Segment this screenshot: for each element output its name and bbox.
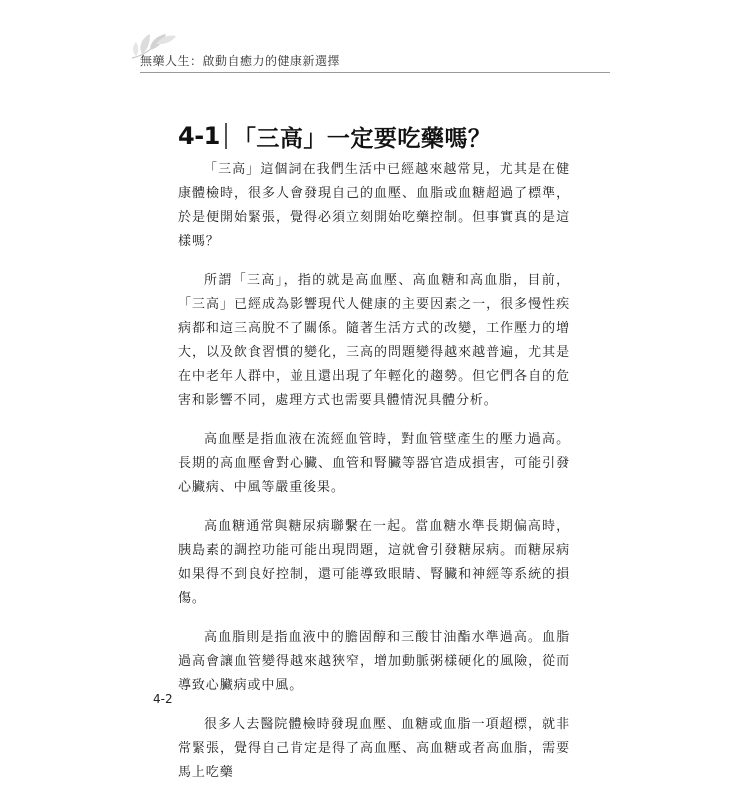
chapter-number: 4-1 <box>178 122 220 150</box>
page-number: 4-2 <box>153 692 173 706</box>
paragraph: 高血壓是指血液在流經血管時，對血管壁產生的壓力過高。長期的高血壓會對心臟、血管和腎臟等器官造成損害，可能引發心臟病、中風等嚴重後果。 <box>178 432 570 495</box>
running-header: 無藥人生：啟動自癒力的健康新選擇 <box>140 54 341 68</box>
body-text <box>178 158 570 800</box>
paragraph: 高血脂則是指血液中的膽固醇和三酸甘油酯水準過高。血脂過高會讓血管變得越來越狹窄，增加動脈粥樣硬化的風險，從而導致心臟病或中風。 <box>178 630 570 693</box>
header-divider <box>140 72 610 73</box>
paragraph: 很多人去醫院體檢時發現血壓、血糖或血脂一項超標，就非常緊張，覺得自己肯定是得了高血壓、高血糖或者高血脂，需要馬上吃藥 <box>178 717 570 780</box>
paragraph: 「三高」這個詞在我們生活中已經越來越常見，尤其是在健康體檢時，很多人會發現自己的血壓、血脂或血糖超過了標準，於是便開始緊張，覺得必須立刻開始吃藥控制。但事實真的是這樣嗎？ <box>178 162 570 249</box>
paragraph: 高血糖通常與糖尿病聯繫在一起。當血糖水準長期偏高時，胰島素的調控功能可能出現問題，這就會引發糖尿病。而糖尿病如果得不到良好控制，還可能導致眼睛、腎臟和神經等系統的損傷。 <box>178 519 570 606</box>
paragraph: 所謂「三高」，指的就是高血壓、高血糖和高血脂，目前，「三高」已經成為影響現代人健康的主要因素之一，很多慢性疾病都和這三高脫不了關係。隨著生活方式的改變，工作壓力的增大，以及飲食習慣的變化，三高的問題變得越來越普遍，尤其是在中老年人群中，並且還出現了年輕化的趨勢。但它們各自的危害和影響不同，處理方式也需要具體情況具體分析。 <box>178 273 570 408</box>
chapter-title <box>178 121 491 151</box>
chapter-heading: 「三高」一定要吃藥嗎？ <box>232 125 492 152</box>
title-divider-bar <box>225 123 227 149</box>
